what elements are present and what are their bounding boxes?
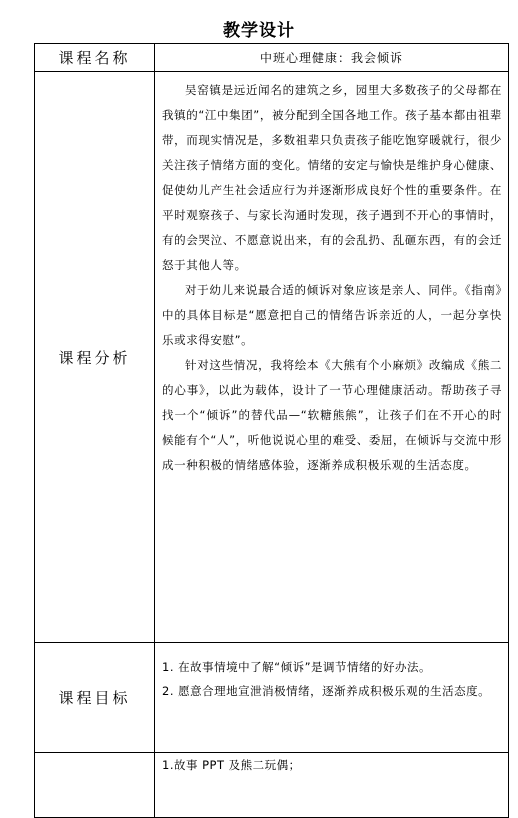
course-name-value: 中班心理健康：我会倾诉 [155,44,509,72]
course-analysis-row [35,72,509,643]
course-preparation-content [155,753,509,818]
analysis-paragraph: 针对这些情况，我将绘本《大熊有个小麻烦》改编成《熊二的心事》，以此为载体，设计了一节心理健康活动。帮助孩子寻找一个“倾诉”的替代品—“软糖熊熊”，让孩子们在不开心的时候能有个“人”，听他说说心里的难受、委屈，在倾诉与交流中形成一种积极的情绪感体验，逐渐养成积极乐观的生活态度。 [162,358,502,472]
course-preparation-row [35,753,509,818]
course-preparation-label [35,753,155,818]
goals-list [162,655,502,703]
course-name-row [35,44,509,72]
analysis-paragraph: 吴窑镇是远近闻名的建筑之乡，园里大多数孩子的父母都在我镇的“江中集团”，被分配到全国各地工作。孩子基本都由祖辈带，而现实情况是，多数祖辈只负责孩子能吃饱穿暖就行，很少关注孩子情绪方面的变化。情绪的安定与愉快是维护身心健康、促使幼儿产生社会适应行为并逐渐形成良好个性的重要条件。在平时观察孩子、与家长沟通时发现，孩子遇到不开心的事情时，有的会哭泣、不愿意说出来，有的会乱扔、乱砸东西，有的会迁怒于其他人等。 [162,83,502,272]
course-analysis-content [155,72,509,643]
course-goals-label: 课程目标 [35,643,155,753]
preparation-item: 1.故事 PPT 及熊二玩偶； [162,758,301,772]
lesson-design-table [34,43,509,818]
goal-item: 1. 在故事情境中了解“倾诉”是调节情绪的好办法。 [162,660,432,674]
goal-item: 2. 愿意合理地宣泄消极情绪，逐渐养成积极乐观的生活态度。 [162,684,491,698]
course-name-label: 课程名称 [35,44,155,72]
course-goals-content [155,643,509,753]
document-title: 教学设计 [223,21,295,41]
course-analysis-label: 课程分析 [35,72,155,643]
analysis-paragraph: 对于幼儿来说最合适的倾诉对象应该是亲人、同伴。《指南》中的具体目标是“愿意把自己的情绪告诉亲近的人，一起分享快乐或求得安慰”。 [162,283,502,347]
course-goals-row [35,643,509,753]
